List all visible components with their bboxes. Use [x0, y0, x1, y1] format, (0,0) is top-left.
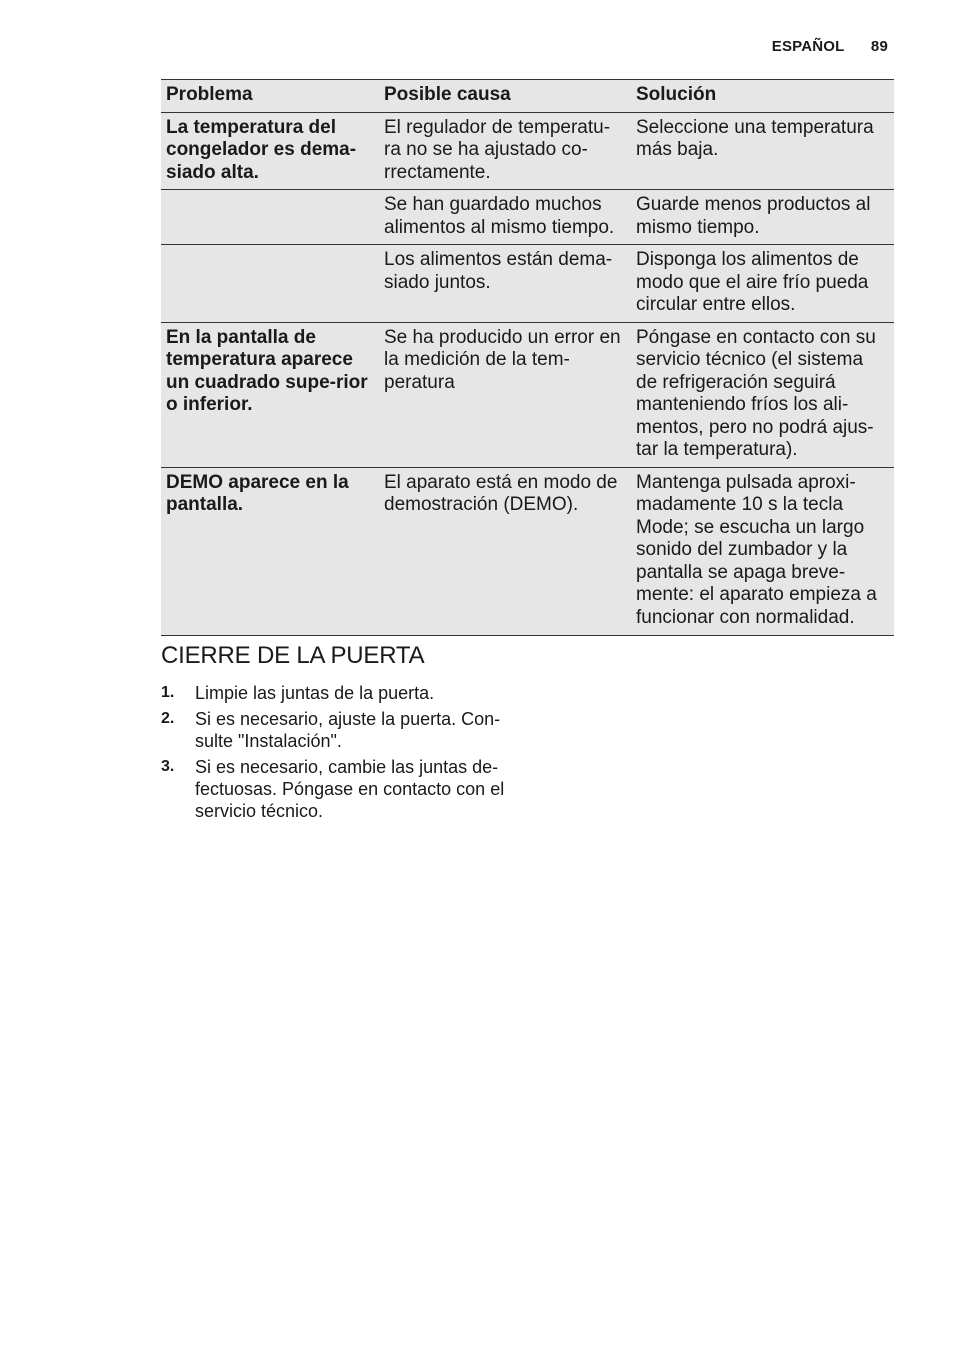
- cause-cell: Los alimentos están dema-siado juntos.: [379, 245, 631, 323]
- language-label: ESPAÑOL: [771, 38, 845, 55]
- section-title: CIERRE DE LA PUERTA: [161, 642, 425, 669]
- page-number: 89: [870, 38, 888, 55]
- step-number: 2.: [161, 710, 175, 727]
- table-row: [161, 467, 894, 636]
- step-text: Limpie las juntas de la puerta.: [195, 683, 435, 703]
- page-header: [772, 38, 888, 55]
- table-header-row: [161, 80, 894, 113]
- step-text: Si es necesario, cambie las juntas de-fectuosas. Póngase en contacto con el servicio técnico.: [195, 757, 505, 821]
- table-row: [161, 190, 894, 245]
- list-item: [161, 756, 521, 822]
- solution-cell: Guarde menos productos al mismo tiempo.: [631, 190, 894, 245]
- problem-cell: DEMO aparece en la pantalla.: [161, 467, 379, 636]
- step-number: 1.: [161, 684, 175, 701]
- troubleshooting-table: [161, 79, 894, 636]
- step-number: 3.: [161, 758, 175, 775]
- cause-cell: Se ha producido un error en la medición de la tem-peratura: [379, 322, 631, 467]
- table-row: [161, 245, 894, 323]
- column-header-cause: Posible causa: [379, 80, 631, 113]
- list-item: [161, 708, 521, 752]
- column-header-solution: Solución: [631, 80, 894, 113]
- table-row: [161, 322, 894, 467]
- cause-cell: El aparato está en modo de demostración (DEMO).: [379, 467, 631, 636]
- cause-cell: El regulador de temperatu-ra no se ha ajustado co-rrectamente.: [379, 112, 631, 190]
- table-row: [161, 112, 894, 190]
- step-text: Si es necesario, ajuste la puerta. Con-sulte "Instalación".: [195, 709, 501, 751]
- problem-cell: [161, 245, 379, 323]
- solution-cell: Seleccione una temperatura más baja.: [631, 112, 894, 190]
- problem-cell: La temperatura del congelador es dema-siado alta.: [161, 112, 379, 190]
- list-item: [161, 682, 521, 704]
- solution-cell: Mantenga pulsada aproxi-madamente 10 s la tecla Mode; se escucha un largo sonido del zumbador y la pantalla se apaga breve-mente: el aparato empieza a funcionar con normalidad.: [631, 467, 894, 636]
- solution-cell: Disponga los alimentos de modo que el aire frío pueda circular entre ellos.: [631, 245, 894, 323]
- solution-cell: Póngase en contacto con su servicio técnico (el sistema de refrigeración seguirá manteniendo fríos los ali-mentos, pero no podrá ajus-tar la temperatura).: [631, 322, 894, 467]
- column-header-problem: Problema: [161, 80, 379, 113]
- cause-cell: Se han guardado muchos alimentos al mismo tiempo.: [379, 190, 631, 245]
- steps-list: [161, 682, 521, 826]
- problem-cell: En la pantalla de temperatura aparece un cuadrado supe-rior o inferior.: [161, 322, 379, 467]
- problem-cell: [161, 190, 379, 245]
